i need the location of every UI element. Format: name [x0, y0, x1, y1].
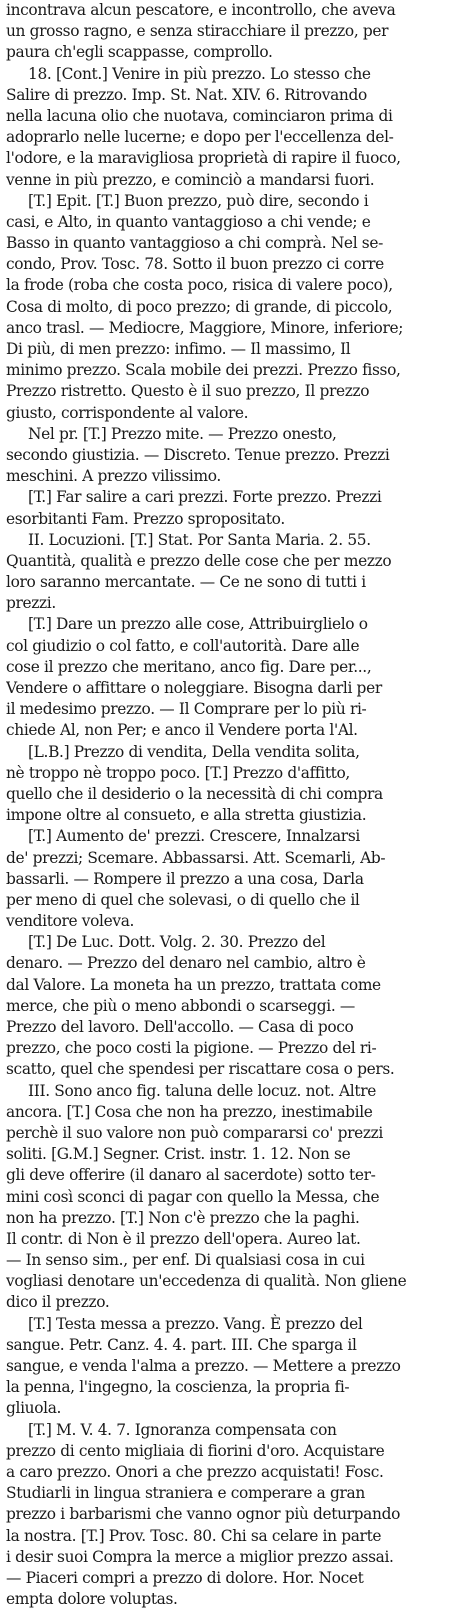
text-line: loro saranno mercantate. — Ce ne sono di tutti i — [6, 573, 366, 592]
text-line: la frode (roba che costa poco, risica di valere poco), — [6, 276, 393, 295]
text-line: II. Locuzioni. [T.] Stat. Por Santa Maria. 2. 55. — [28, 530, 371, 549]
text-line: impone oltre al consueto, e alla stretta giustizia. — [6, 806, 367, 825]
text-line: i desir suoi Compra la merce a miglior prezzo assai. — [6, 1547, 394, 1566]
text-line: secondo giustizia. — Discreto. Tenue prezzo. Prezzi — [6, 445, 390, 464]
text-line: gliuola. — [6, 1399, 62, 1418]
text-line: empta dolore voluptas. — [6, 1590, 178, 1609]
text-line: prezzi. — [6, 594, 56, 613]
text-line: [T.] De Luc. Dott. Volg. 2. 30. Prezzo del — [28, 933, 326, 952]
text-line: [T.] Epit. [T.] Buon prezzo, può dire, secondo i — [28, 191, 369, 210]
text-line: prezzo i barbarismi che vanno ognor più deturpando — [6, 1505, 400, 1524]
text-line: soliti. [G.M.] Segner. Crist. instr. 1. 12. Non se — [6, 1145, 351, 1164]
text-line: minimo prezzo. Scala mobile dei prezzi. Prezzo fisso, — [6, 361, 401, 380]
text-line: merce, che più o meno abbondi o scarseggi. — — [6, 996, 355, 1015]
text-line: adoprarlo nelle lucerne; e dopo per l'eccellenza del- — [6, 128, 394, 147]
dictionary-page — [6, 0, 468, 1614]
text-line: scatto, quel che spendesi per riscattare cosa o pers. — [6, 1060, 395, 1079]
text-line: dal Valore. La moneta ha un prezzo, trattata come — [6, 975, 381, 994]
text-line: Di più, di men prezzo: infimo. — Il massimo, Il — [6, 340, 351, 358]
text-line: quello che il desiderio o la necessità di chi compra — [6, 784, 383, 803]
text-line: Prezzo del lavoro. Dell'accollo. — Casa di poco — [6, 1018, 354, 1036]
text-line: [T.] M. V. 4. 7. Ignoranza compensata con — [28, 1420, 337, 1439]
text-line: Studiarli in lingua straniera e comperare a gran — [6, 1484, 365, 1503]
text-line: denaro. — Prezzo del denaro nel cambio, altro è — [6, 954, 366, 973]
text-line: III. Sono anco fig. taluna delle locuz. not. Altre — [28, 1081, 376, 1100]
text-line: Nel pr. [T.] Prezzo mite. — Prezzo onesto, — [28, 424, 337, 443]
text-line: [T.] Dare un prezzo alle cose, Attribuirglielo o — [28, 615, 368, 634]
text-line: Vendere o affittare o noleggiare. Bisogna darli per — [6, 679, 382, 697]
text-line: col giudizio o col fatto, e coll'autorità. Dare alle — [6, 636, 360, 655]
text-line: un grosso ragno, e senza stiracchiare il prezzo, per — [6, 22, 389, 41]
text-line: la nostra. [T.] Prov. Tosc. 80. Chi sa celare in parte — [6, 1526, 382, 1545]
text-line: — In senso sim., per enf. Di qualsiasi cosa in cui — [6, 1251, 365, 1270]
text-line: venne in più prezzo, e cominciò a mandarsi fuori. — [6, 170, 375, 189]
text-line: cose il prezzo che meritano, anco fig. Dare per..., — [6, 657, 372, 676]
text-line: sangue. Petr. Canz. 4. 4. part. III. Che sparga il — [6, 1335, 357, 1354]
text-line: il medesimo prezzo. — Il Comprare per lo più ri- — [6, 700, 367, 719]
text-line: esorbitanti Fam. Prezzo spropositato. — [6, 509, 285, 528]
text-line: Il contr. di Non è il prezzo dell'opera. Aureo lat. — [6, 1229, 361, 1248]
text-line: [L.B.] Prezzo di vendita, Della vendita solita, — [28, 742, 360, 761]
text-line: condo, Prov. Tosc. 78. Sotto il buon prezzo ci corre — [6, 255, 384, 274]
text-line: venditore voleva. — [6, 912, 135, 931]
text-line: 18. [Cont.] Venire in più prezzo. Lo stesso che — [28, 64, 371, 83]
text-line: Salire di prezzo. Imp. St. Nat. XIV. 6. Ritrovando — [6, 85, 367, 104]
text-line: casi, e Alto, in quanto vantaggioso a chi vende; e — [6, 212, 371, 231]
text-line: non ha prezzo. [T.] Non c'è prezzo che la paghi. — [6, 1208, 360, 1227]
text-line: de' prezzi; Scemare. Abbassarsi. Att. Scemarli, Ab- — [6, 848, 386, 867]
text-line: la penna, l'ingegno, la coscienza, la propria fi- — [6, 1378, 350, 1397]
text-line: nella lacuna olio che nuotava, cominciaron prima di — [6, 106, 393, 125]
text-line: dico il prezzo. — [6, 1293, 110, 1312]
text-line: paura ch'egli scappasse, comprollo. — [6, 43, 273, 62]
text-line: Cosa di molto, di poco prezzo; di grande, di piccolo, — [6, 297, 393, 316]
text-line: — Piaceri compri a prezzo di dolore. Hor. Nocet — [6, 1568, 364, 1587]
text-line: bassarli. — Rompere il prezzo a una cosa, Darla — [6, 869, 364, 888]
text-line: [T.] Aumento de' prezzi. Crescere, Innalzarsi — [28, 827, 360, 846]
text-line: anco trasl. — Mediocre, Maggiore, Minore, inferiore; — [6, 318, 404, 337]
text-line: incontrava alcun pescatore, e incontrollo, che aveva — [6, 1, 396, 19]
text-line: [T.] Far salire a cari prezzi. Forte prezzo. Prezzi — [28, 488, 382, 507]
text-line: mini così sconci di pagar con quello la Messa, che — [6, 1187, 380, 1206]
text-line: prezzo, che poco costi la pigione. — Prezzo del ri- — [6, 1039, 377, 1058]
text-line: perchè il suo valore non può compararsi co' prezzi — [6, 1123, 383, 1142]
text-line: Basso in quanto vantaggioso a chi comprà. Nel se- — [6, 234, 383, 253]
text-line: vogliasi denotare un'eccedenza di qualità. Non gliene — [6, 1272, 407, 1291]
text-line: nè troppo nè troppo poco. [T.] Prezzo d'affitto, — [6, 763, 350, 782]
text-line: chiede Al, non Per; e anco il Vendere porta l'Al. — [6, 721, 358, 740]
text-line: giusto, corrispondente al valore. — [6, 403, 249, 422]
text-line: meschini. A prezzo vilissimo. — [6, 467, 221, 486]
text-line: [T.] Testa messa a prezzo. Vang. È prezzo del — [28, 1314, 363, 1333]
text-line: prezzo di cento migliaia di fiorini d'oro. Acquistare — [6, 1441, 385, 1460]
text-line: sangue, e venda l'alma a prezzo. — Mettere a prezzo — [6, 1357, 401, 1375]
text-line: Quantità, qualità e prezzo delle cose che per mezzo — [6, 551, 392, 570]
text-line: Prezzo ristretto. Questo è il suo prezzo, Il prezzo — [6, 382, 370, 401]
text-line: l'odore, e la maravigliosa proprietà di rapire il fuoco, — [6, 149, 401, 168]
text-line: per meno di quel che solevasi, o di quello che il — [6, 890, 360, 909]
text-line: a caro prezzo. Onori a che prezzo acquistati! Fosc. — [6, 1462, 384, 1481]
text-line: ancora. [T.] Cosa che non ha prezzo, inestimabile — [6, 1102, 373, 1121]
text-line: gli deve offerire (il danaro al sacerdote) sotto ter- — [6, 1166, 376, 1185]
